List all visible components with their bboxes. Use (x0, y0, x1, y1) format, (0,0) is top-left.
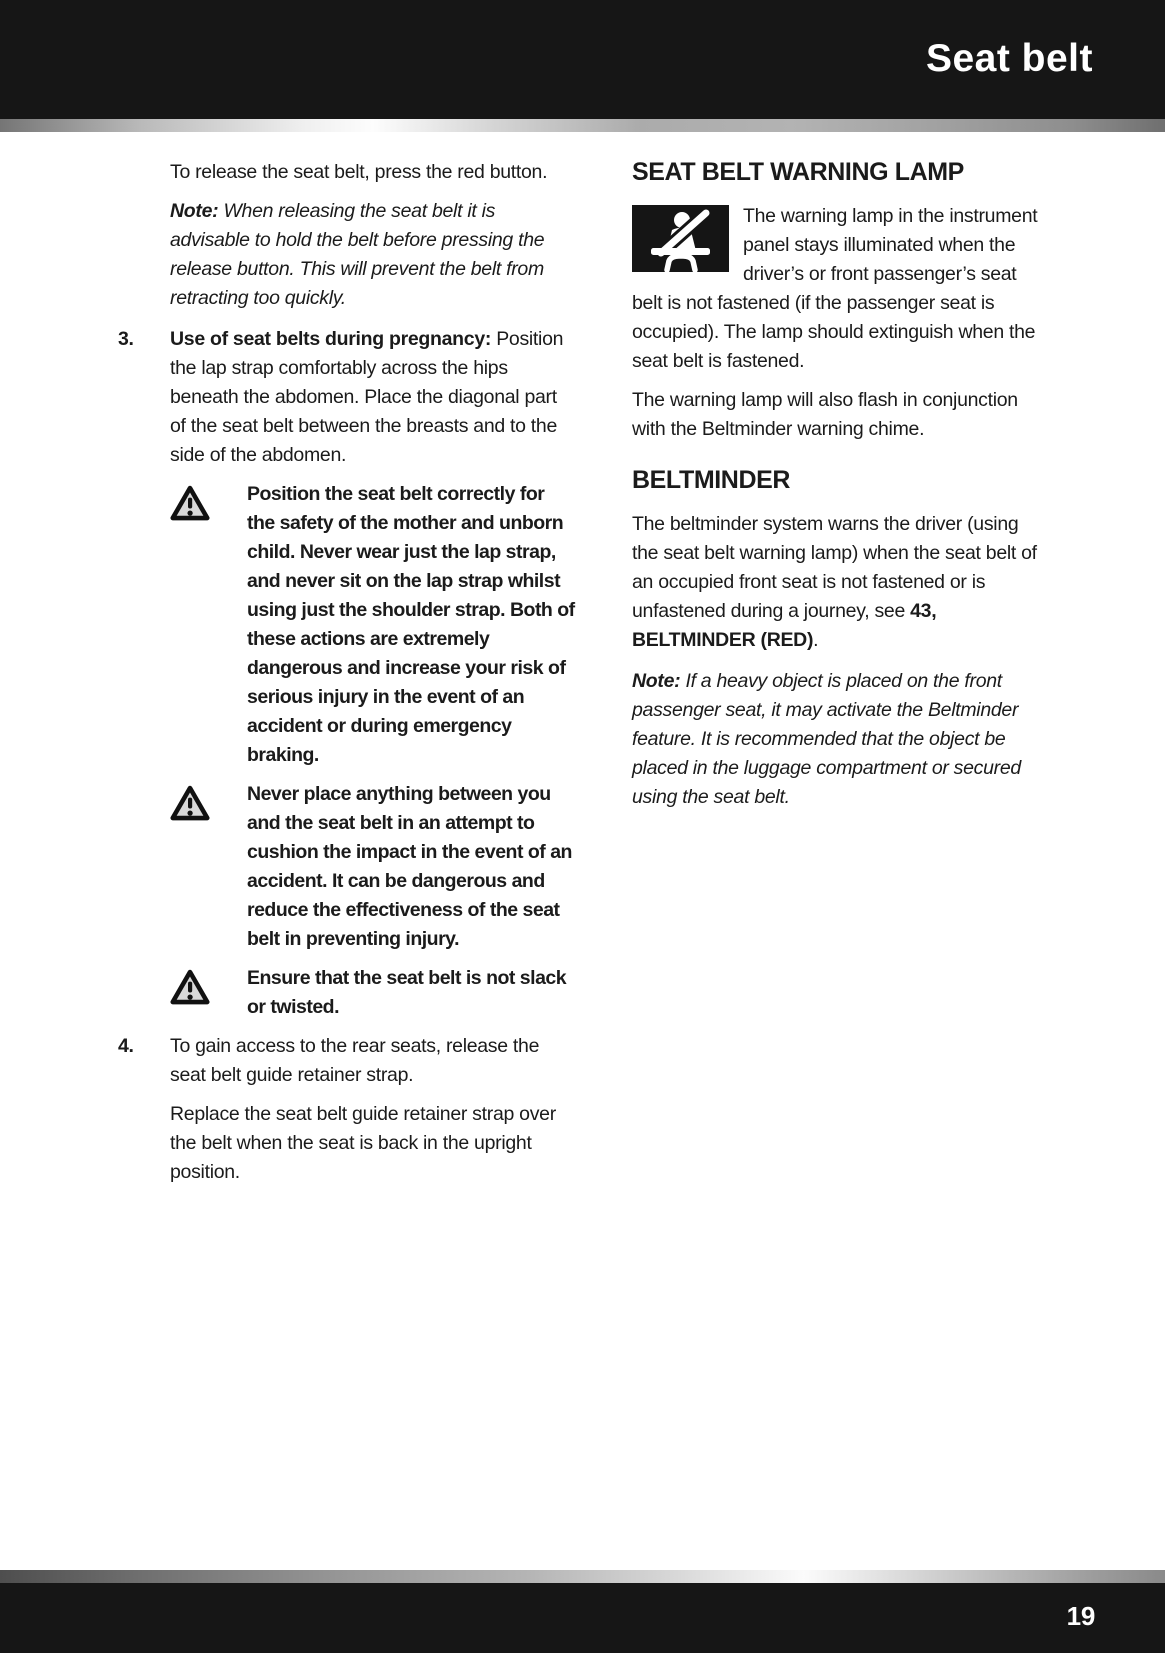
header-divider (0, 119, 1165, 132)
seat-belt-warning-lamp-icon (632, 205, 729, 272)
list-item-3 (118, 325, 575, 470)
warning-lamp-paragraph-2: The warning lamp will also flash in conjunction with the Beltminder warning chime. (632, 389, 1018, 440)
section-heading-beltminder: BELTMINDER (632, 466, 791, 494)
note-paragraph (632, 667, 1042, 812)
footer-divider (0, 1570, 1165, 1583)
page-footer (0, 1570, 1165, 1653)
warning-triangle-icon (170, 480, 247, 770)
warning-block (170, 480, 575, 770)
list-item-heading: Use of seat belts during pregnancy: (170, 328, 492, 350)
warning-text: Never place anything between you and the seat belt in an attempt to cushion the impact in the event of an accident. It can be dangerous and reduce the effectiveness of the seat belt in preventing injury. (247, 783, 572, 950)
warning-text: Position the seat belt correctly for the safety of the mother and unborn child. Never wear just the lap strap, and never sit on the lap strap whilst using just the shoulder strap. Both of these actions are extremely dangerous and increase your risk of serious injury in the event of an accident or during emergency braking. (247, 483, 575, 766)
note-label: Note: (632, 670, 681, 692)
followup-paragraph: Replace the seat belt guide retainer strap over the belt when the seat is back in the upright position. (170, 1103, 556, 1183)
note-text: If a heavy object is placed on the front passenger seat, it may activate the Beltminder feature. It is recommended that the object be placed in the luggage compartment or secured using the seat belt. (632, 670, 1021, 808)
intro-paragraph: To release the seat belt, press the red button. (170, 161, 548, 183)
warning-lamp-text: The warning lamp in the instrument panel stays illuminated when the driver’s or front passenger’s seat belt is not fastened (if the passenger seat is occupied). The lamp should extinguish when the seat belt is fastened. (632, 205, 1038, 372)
right-column (632, 158, 1042, 1197)
page-title: Seat belt (925, 37, 1093, 80)
beltminder-text-end: . (813, 629, 819, 651)
section-heading-seat-belt-warning-lamp: SEAT BELT WARNING LAMP (632, 158, 964, 186)
left-column (118, 158, 575, 1197)
beltminder-paragraph (632, 510, 1042, 655)
list-item-text: Position the lap strap comfortably across the hips beneath the abdomen. Place the diagonal part of the seat belt between the breasts and to the side of the abdomen. (170, 328, 564, 466)
warning-text: Ensure that the seat belt is not slack or twisted. (247, 967, 567, 1018)
note-text: When releasing the seat belt it is advisable to hold the belt before pressing the release button. This will prevent the belt from retracting too quickly. (170, 200, 545, 309)
warning-lamp-paragraph (632, 202, 1042, 376)
page-content (0, 132, 1165, 1197)
warning-triangle-icon (170, 780, 247, 954)
list-number: 3. (118, 328, 134, 350)
warning-triangle-icon (170, 964, 247, 1022)
list-body (170, 325, 575, 470)
note-label: Note: (170, 200, 219, 222)
warning-block (170, 780, 575, 954)
page-header (0, 0, 1165, 119)
beltminder-text: The beltminder system warns the driver (using the seat belt warning lamp) when the seat belt of an occupied front seat is not fastened or is unfastened during a journey, see (632, 513, 1037, 622)
warning-block (170, 964, 575, 1022)
list-number: 4. (118, 1035, 134, 1057)
footer-bar (0, 1583, 1165, 1653)
beltminder-reference: 43, BELTMINDER (RED) (632, 600, 937, 651)
list-item-4 (118, 1032, 575, 1090)
page-number: 19 (1066, 1601, 1095, 1631)
note-paragraph (170, 197, 575, 313)
list-item-text: To gain access to the rear seats, release the seat belt guide retainer strap. (170, 1035, 540, 1086)
